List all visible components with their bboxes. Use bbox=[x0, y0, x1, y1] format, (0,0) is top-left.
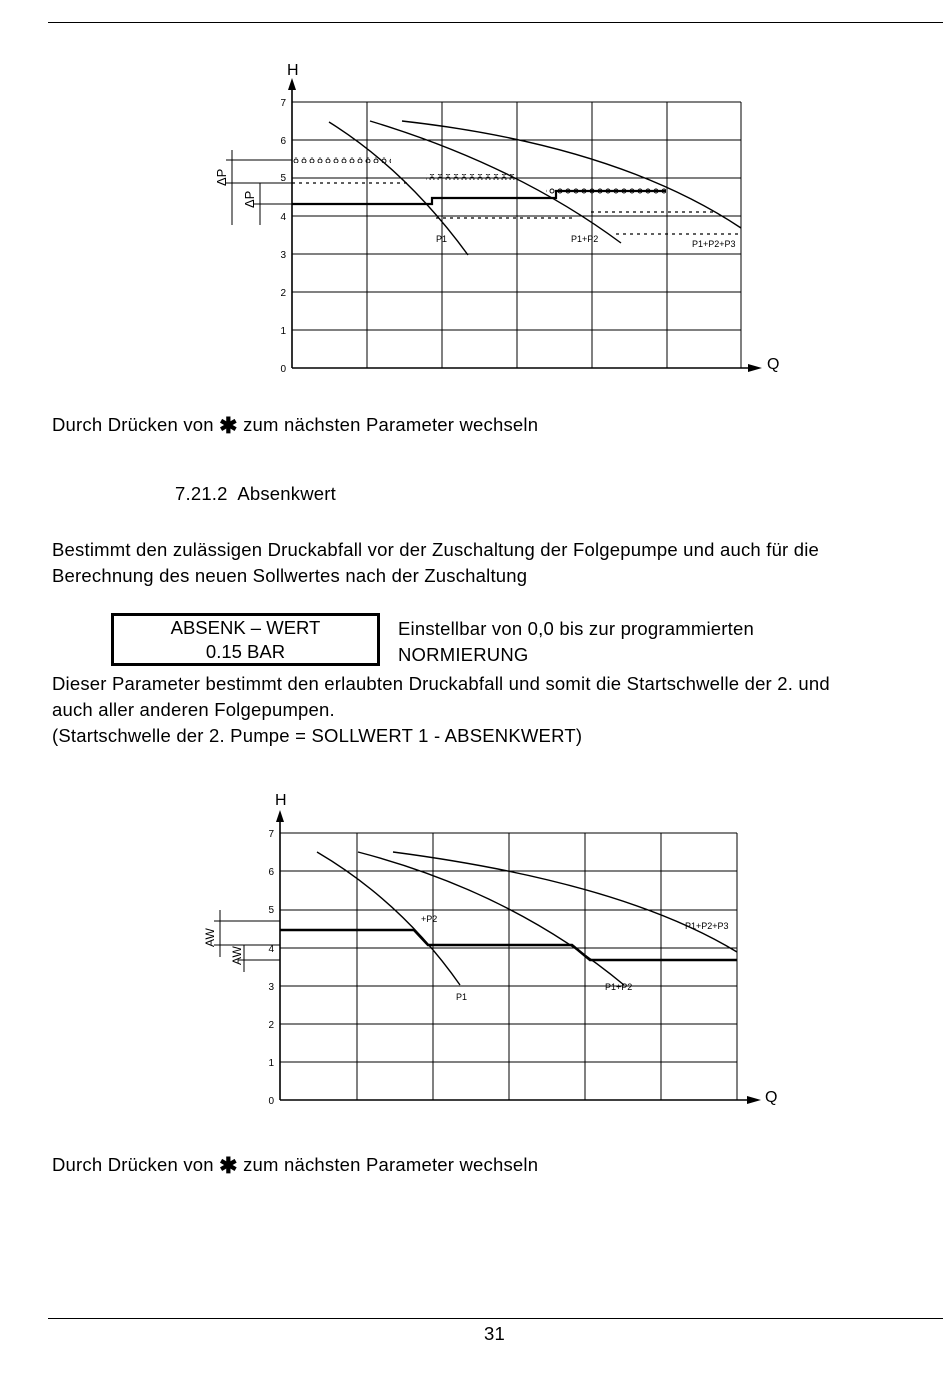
next-parameter-hint: Durch Drücken von ✱ zum nächsten Parameter wechseln bbox=[52, 1153, 539, 1178]
y-tick: 4 bbox=[268, 944, 274, 955]
y-tick: 7 bbox=[280, 98, 286, 109]
curve-p1 bbox=[317, 852, 460, 985]
series-label-p1p2: P1+P2 bbox=[605, 982, 633, 992]
curve-p1p2 bbox=[358, 852, 624, 985]
display-box bbox=[111, 613, 380, 666]
y-tick: 6 bbox=[280, 136, 286, 147]
section-title: Absenkwert bbox=[237, 483, 336, 504]
header-rule bbox=[48, 22, 943, 23]
section-heading bbox=[175, 483, 336, 505]
annotation-plus-p2: +P2 bbox=[421, 914, 438, 924]
y-tick: 5 bbox=[280, 173, 286, 184]
x-axis-label: Q bbox=[765, 1089, 778, 1106]
y-tick: 1 bbox=[280, 326, 286, 337]
series-label-p1: P1 bbox=[456, 992, 468, 1002]
y-axis-label: H bbox=[275, 792, 287, 809]
series-label-p1p2: P1+P2 bbox=[571, 234, 599, 244]
display-line-1: ABSENK – WERT bbox=[170, 617, 321, 638]
y-tick: 4 bbox=[280, 212, 286, 223]
section-number: 7.21.2 bbox=[175, 483, 228, 504]
y-tick: 1 bbox=[268, 1058, 274, 1069]
curve-p1p2p3 bbox=[393, 852, 737, 952]
delta-p-label: ΔP bbox=[242, 190, 257, 208]
series-label-p1p2p3: P1+P2+P3 bbox=[692, 239, 736, 249]
curve-p1 bbox=[329, 122, 468, 255]
y-tick: 0 bbox=[280, 364, 286, 375]
chart-absenkwert bbox=[192, 782, 782, 1127]
y-tick: 2 bbox=[268, 1020, 274, 1031]
y-tick: 5 bbox=[268, 905, 274, 916]
display-line-2: 0.15 BAR bbox=[205, 641, 286, 662]
y-axis-label: H bbox=[287, 62, 299, 79]
curve-p1p2 bbox=[370, 121, 621, 243]
y-tick: 7 bbox=[268, 829, 274, 840]
y-tick: 3 bbox=[268, 982, 274, 993]
star-key-icon: ✱ bbox=[219, 413, 238, 438]
y-tick: 0 bbox=[268, 1096, 274, 1107]
next-parameter-hint: Durch Drücken von ✱ zum nächsten Parameter wechseln bbox=[52, 413, 539, 438]
y-tick: 2 bbox=[280, 288, 286, 299]
footer-rule bbox=[48, 1318, 943, 1319]
series-label-p1p2p3: P1+P2+P3 bbox=[685, 921, 729, 931]
y-tick: 6 bbox=[268, 867, 274, 878]
delta-p-label: ΔP bbox=[214, 168, 229, 186]
star-key-icon: ✱ bbox=[219, 1153, 238, 1178]
aw-label: AW bbox=[203, 928, 217, 947]
explanation: Dieser Parameter bestimmt den erlaubten Druckabfall und somit die Startschwelle der 2. und auch aller anderen Folgepumpen. (Startschwelle der 2. Pumpe = SOLLWERT 1 - ABSENKWERT) bbox=[52, 673, 830, 746]
chart-delta-p bbox=[196, 50, 780, 390]
aw-label: AW bbox=[230, 946, 244, 965]
page-number: 31 bbox=[484, 1323, 505, 1344]
range-text: Einstellbar von 0,0 bis zur programmierten NORMIERUNG bbox=[398, 618, 754, 665]
series-label-p1: P1 bbox=[436, 234, 448, 244]
x-axis-label: Q bbox=[767, 356, 780, 373]
y-tick: 3 bbox=[280, 250, 286, 261]
description: Bestimmt den zulässigen Druckabfall vor der Zuschaltung der Folgepumpe und auch für die Berechnung des neuen Sollwertes nach der Zuschaltung bbox=[52, 539, 820, 586]
